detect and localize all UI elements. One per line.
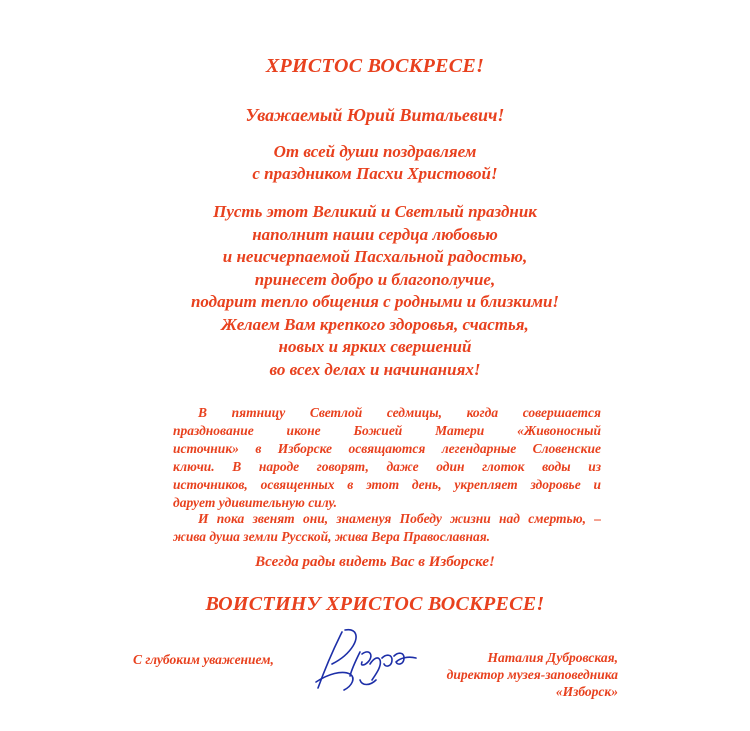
signer-block (447, 649, 618, 700)
paragraph-line: жива душа земли Русской, жива Вера Православная. (173, 529, 491, 544)
paragraph-victory (173, 510, 601, 546)
paragraph-holy-week (173, 404, 601, 512)
wishes-block (0, 201, 750, 381)
paragraph-line: источников, освященных в этот день, укрепляет здоровье и (173, 477, 601, 492)
heading-truly-risen: ВОИСТИНУ ХРИСТОС ВОСКРЕСЕ! (205, 593, 545, 615)
paragraph-line: И пока звенят они, знаменуя Победу жизни над смертью, – (198, 511, 601, 526)
signer-name: Наталия Дубровская, (487, 650, 618, 665)
congrats-line: От всей души поздравляем (273, 142, 477, 161)
wishes-line: новых и ярких свершений (278, 337, 472, 356)
wishes-line: Пусть этот Великий и Светлый праздник (213, 202, 537, 221)
closing-text: С глубоким уважением, (133, 652, 274, 667)
welcome-line: Всегда рады видеть Вас в Изборске! (255, 554, 495, 570)
paragraph-line: празднование иконе Божией Матери «Живоносный (173, 423, 601, 438)
signer-title: директор музея-заповедника (446, 667, 618, 682)
signer-organization: «Изборск» (555, 684, 618, 699)
congratulations-block (0, 141, 750, 185)
congrats-line: с праздником Пасхи Христовой! (252, 164, 498, 183)
paragraph-line: дарует удивительную силу. (173, 495, 337, 510)
handwritten-signature (312, 622, 427, 697)
wishes-line: наполнит наши сердца любовью (252, 224, 498, 244)
paragraph-line: ключи. В народе говорят, даже один глоток воды из (173, 459, 601, 474)
wishes-line: во всех делах и начинаниях! (269, 359, 481, 379)
wishes-line: и неисчерпаемой Пасхальной радостью, (222, 247, 528, 266)
wishes-line: Желаем Вам крепкого здоровья, счастья, (221, 314, 529, 334)
wishes-line: подарит тепло общения с родными и близкими! (190, 292, 560, 311)
heading-christ-is-risen: ХРИСТОС ВОСКРЕСЕ! (265, 55, 485, 77)
paragraph-line: источник» в Изборске освящаются легендарные Словенские (173, 441, 601, 456)
greeting: Уважаемый Юрий Витальевич! (245, 105, 505, 125)
wishes-line: принесет добро и благополучие, (254, 269, 496, 289)
paragraph-line: В пятницу Светлой седмицы, когда совершается (198, 405, 601, 420)
